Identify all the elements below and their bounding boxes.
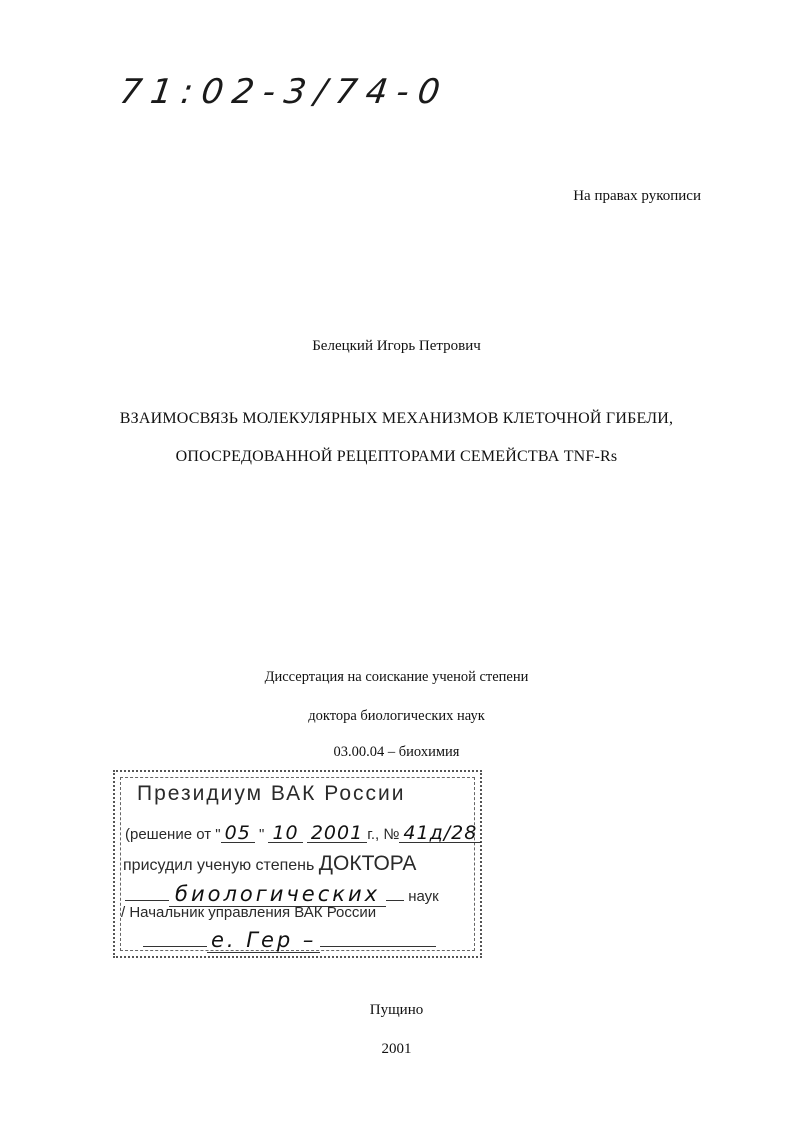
stamp-decision-day: 05 [221,824,255,843]
dissertation-line-2: доктора биологических наук [308,708,485,724]
stamp-awarded-line [123,852,416,876]
stamp-sig-blank-left [143,932,207,947]
stamp-decision-month: 10 [268,824,302,843]
stamp-signature: е. Гер – [207,928,320,953]
stamp-science-suffix: наук [408,888,439,905]
archive-number: 71:02-3/74-0 [117,72,452,112]
stamp-science-line [125,882,473,906]
stamp-blank-right [386,886,404,901]
stamp-signature-line [143,928,436,952]
stamp-decision-g: г., № [367,826,400,843]
manuscript-note: На правах рукописи [573,188,701,204]
dissertation-line-1: Диссертация на соискание ученой степени [264,669,529,685]
city: Пущино [369,1002,424,1018]
stamp-blank-left [125,886,169,901]
stamp-awarded-degree: ДОКТОРА [318,852,417,875]
title-line-1: ВЗАИМОСВЯЗЬ МОЛЕКУЛЯРНЫХ МЕХАНИЗМОВ КЛЕТОЧНОЙ ГИБЕЛИ, [119,410,674,427]
dissertation-line-3: 03.00.04 – биохимия [333,744,460,760]
year: 2001 [381,1041,412,1057]
title-line-2: ОПОСРЕДОВАННОЙ РЕЦЕПТОРАМИ СЕМЕЙСТВА TNF-Rs [175,448,618,465]
author-name: Белецкий Игорь Петрович [312,338,481,354]
stamp-header: Президиум ВАК России [137,782,406,805]
stamp-science-field: биологических [169,882,386,907]
stamp-decision-number: 41д/28 [399,824,481,843]
stamp-decision-quote: " [258,826,265,843]
stamp-awarded-prefix: присудил ученую степень [123,857,315,874]
stamp-decision-prefix: (решение от " [125,826,221,843]
stamp-head-title: / Начальник управления ВАК России [121,904,377,921]
stamp-head-title-text: Начальник управления ВАК России [129,904,377,921]
stamp-sig-blank-right [320,932,436,947]
stamp-decision-line [125,824,481,843]
vak-stamp [113,770,482,958]
stamp-decision-year: 2001 [307,824,367,843]
